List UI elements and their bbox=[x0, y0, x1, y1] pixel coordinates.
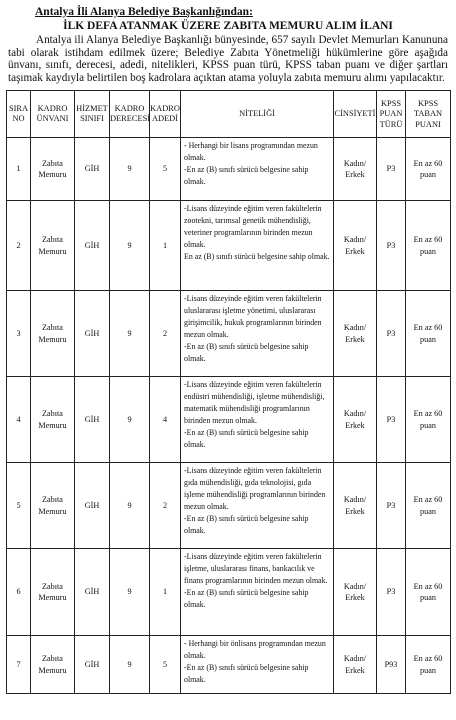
nitelik-line: -En az (B) sınıfı sürücü belgesine sahip olmak. bbox=[184, 514, 309, 535]
col-header-kpss-taban-puani: KPSS TABAN PUANI bbox=[406, 91, 451, 138]
cell-unvan: Zabıta Memuru bbox=[31, 138, 75, 201]
cell-nitelik bbox=[181, 463, 334, 549]
nitelik-line: -Lisans düzeyinde eğitim veren fakültelerin zootekni, tarımsal genetik mühendisliği, veteriner programlarının birinden mezun olmak. bbox=[184, 204, 322, 250]
cell-sinif: GİH bbox=[75, 549, 110, 636]
cell-adet: 4 bbox=[150, 377, 181, 463]
cell-puan-turu: P3 bbox=[377, 377, 406, 463]
table-row bbox=[7, 377, 451, 463]
cell-derece: 9 bbox=[110, 636, 150, 694]
cell-no: 4 bbox=[7, 377, 31, 463]
cell-derece: 9 bbox=[110, 201, 150, 291]
col-header-cinsiyeti: CİNSİYETİ bbox=[334, 91, 377, 138]
cell-derece: 9 bbox=[110, 138, 150, 201]
cell-derece: 9 bbox=[110, 549, 150, 636]
cell-unvan: Zabıta Memuru bbox=[31, 201, 75, 291]
cell-puan-turu: P93 bbox=[377, 636, 406, 694]
nitelik-line: -Lisans düzeyinde eğitim veren fakültelerin gıda mühendisliği, gıda teknolojisi, gıda işleme mühendisliği programlarının birinden mezun olmak. bbox=[184, 466, 326, 512]
announcement-intro: Antalya ili Alanya Belediye Başkanlığı bünyesinde, 657 sayılı Devlet Memurları Kanununa tabi olarak istihdam edilmek üzere; Belediye Zabıta Yönetmeliği hükümlerine göre aşağıda ünvanı, sınıfı, derecesi, adedi, nitelikleri, KPSS puan türü, KPSS taban puanı ve diğer şartları taşımak kaydıyla belirtilen boş kadrolara açıktan atama yoluyla zabıta memuru alımı yapılacaktır. bbox=[8, 34, 448, 84]
cell-sinif: GİH bbox=[75, 201, 110, 291]
cell-no: 7 bbox=[7, 636, 31, 694]
cell-taban-puan: En az 60 puan bbox=[406, 377, 451, 463]
nitelik-line: -Lisans düzeyinde eğitim veren fakültelerin işletme, uluslararası finans, bankacılık ve finans programlarının birinden mezun olmak. bbox=[184, 552, 328, 586]
cell-cinsiyet: Kadın/ Erkek bbox=[334, 201, 377, 291]
col-header-kpss-puan-turu: KPSS PUAN TÜRÜ bbox=[377, 91, 406, 138]
cell-taban-puan: En az 60 puan bbox=[406, 463, 451, 549]
cell-puan-turu: P3 bbox=[377, 138, 406, 201]
cell-unvan: Zabıta Memuru bbox=[31, 377, 75, 463]
cell-no: 5 bbox=[7, 463, 31, 549]
cell-nitelik bbox=[181, 291, 334, 377]
cell-sinif: GİH bbox=[75, 377, 110, 463]
cell-sinif: GİH bbox=[75, 636, 110, 694]
nitelik-line: -En az (B) sınıfı sürücü belgesine sahip olmak. bbox=[184, 663, 309, 685]
cell-nitelik bbox=[181, 377, 334, 463]
cell-sinif: GİH bbox=[75, 138, 110, 201]
cell-cinsiyet: Kadın/ Erkek bbox=[334, 377, 377, 463]
nitelik-line: - Herhangi bir önlisans programından mezun olmak. bbox=[184, 639, 326, 661]
col-header-kadro-adedi: KADRO ADEDİ bbox=[150, 91, 181, 138]
col-header-niteligi: NİTELİĞİ bbox=[181, 91, 334, 138]
cell-adet: 2 bbox=[150, 463, 181, 549]
cell-taban-puan: En az 60 puan bbox=[406, 138, 451, 201]
table-header-row bbox=[7, 91, 451, 138]
cell-unvan: Zabıta Memuru bbox=[31, 549, 75, 636]
cell-derece: 9 bbox=[110, 291, 150, 377]
cell-nitelik bbox=[181, 138, 334, 201]
announcement-title: İLK DEFA ATANMAK ÜZERE ZABITA MEMURU ALIM İLANI bbox=[63, 20, 393, 32]
nitelik-line: - Herhangi bir lisans programından mezun olmak. bbox=[184, 141, 318, 163]
table-row bbox=[7, 138, 451, 201]
table-row bbox=[7, 201, 451, 291]
nitelik-line: -En az (B) sınıfı sürücü belgesine sahip olmak. bbox=[184, 588, 309, 609]
cell-cinsiyet: Kadın/ Erkek bbox=[334, 291, 377, 377]
table-row bbox=[7, 463, 451, 549]
cell-unvan: Zabıta Memuru bbox=[31, 636, 75, 694]
cell-derece: 9 bbox=[110, 377, 150, 463]
cell-taban-puan: En az 60 puan bbox=[406, 201, 451, 291]
cell-cinsiyet: Kadın/ Erkek bbox=[334, 549, 377, 636]
nitelik-line: -En az (B) sınıfı sürücü belgesine sahip olmak. bbox=[184, 342, 309, 363]
col-header-hizmet-sinifi: HİZMET SINIFI bbox=[75, 91, 110, 138]
positions-table bbox=[6, 90, 451, 694]
cell-unvan: Zabıta Memuru bbox=[31, 463, 75, 549]
table-row bbox=[7, 549, 451, 636]
cell-sinif: GİH bbox=[75, 463, 110, 549]
cell-unvan: Zabıta Memuru bbox=[31, 291, 75, 377]
cell-adet: 2 bbox=[150, 291, 181, 377]
nitelik-line: -En az (B) sınıfı sürücü belgesine sahip olmak. bbox=[184, 428, 309, 449]
cell-no: 6 bbox=[7, 549, 31, 636]
cell-puan-turu: P3 bbox=[377, 549, 406, 636]
cell-sinif: GİH bbox=[75, 291, 110, 377]
cell-puan-turu: P3 bbox=[377, 291, 406, 377]
cell-taban-puan: En az 60 puan bbox=[406, 549, 451, 636]
table-row bbox=[7, 291, 451, 377]
cell-adet: 5 bbox=[150, 138, 181, 201]
announcement-issuer: Antalya İli Alanya Belediye Başkanlığından: bbox=[35, 6, 253, 18]
cell-puan-turu: P3 bbox=[377, 463, 406, 549]
nitelik-line: -Lisans düzeyinde eğitim veren fakültelerin uluslararası işletme yönetimi, uluslararası girişimcilik, hukuk programlarının birinden mezun olmak. bbox=[184, 294, 322, 340]
cell-nitelik bbox=[181, 201, 334, 291]
col-header-kadro-derecesi: KADRO DERECESİ bbox=[110, 91, 150, 138]
col-header-sira-no: SIRA NO bbox=[7, 91, 31, 138]
col-header-kadro-unvani: KADRO ÜNVANI bbox=[31, 91, 75, 138]
cell-adet: 1 bbox=[150, 201, 181, 291]
cell-derece: 9 bbox=[110, 463, 150, 549]
cell-adet: 1 bbox=[150, 549, 181, 636]
cell-taban-puan: En az 60 puan bbox=[406, 291, 451, 377]
cell-cinsiyet: Kadın/ Erkek bbox=[334, 138, 377, 201]
cell-cinsiyet: Kadın/ Erkek bbox=[334, 636, 377, 694]
cell-adet: 5 bbox=[150, 636, 181, 694]
cell-nitelik bbox=[181, 549, 334, 636]
nitelik-line: En az (B) sınıfı sürücü belgesine sahip olmak. bbox=[184, 252, 330, 261]
cell-nitelik bbox=[181, 636, 334, 694]
nitelik-line: -Lisans düzeyinde eğitim veren fakültelerin endüstri mühendisliği, işletme mühendisliği, matematik mühendisliği programlarının birinden mezun olmak. bbox=[184, 380, 325, 426]
cell-no: 1 bbox=[7, 138, 31, 201]
cell-taban-puan: En az 60 puan bbox=[406, 636, 451, 694]
cell-cinsiyet: Kadın/ Erkek bbox=[334, 463, 377, 549]
nitelik-line: -En az (B) sınıfı sürücü belgesine sahip olmak. bbox=[184, 165, 309, 187]
cell-puan-turu: P3 bbox=[377, 201, 406, 291]
cell-no: 2 bbox=[7, 201, 31, 291]
table-row bbox=[7, 636, 451, 694]
cell-no: 3 bbox=[7, 291, 31, 377]
